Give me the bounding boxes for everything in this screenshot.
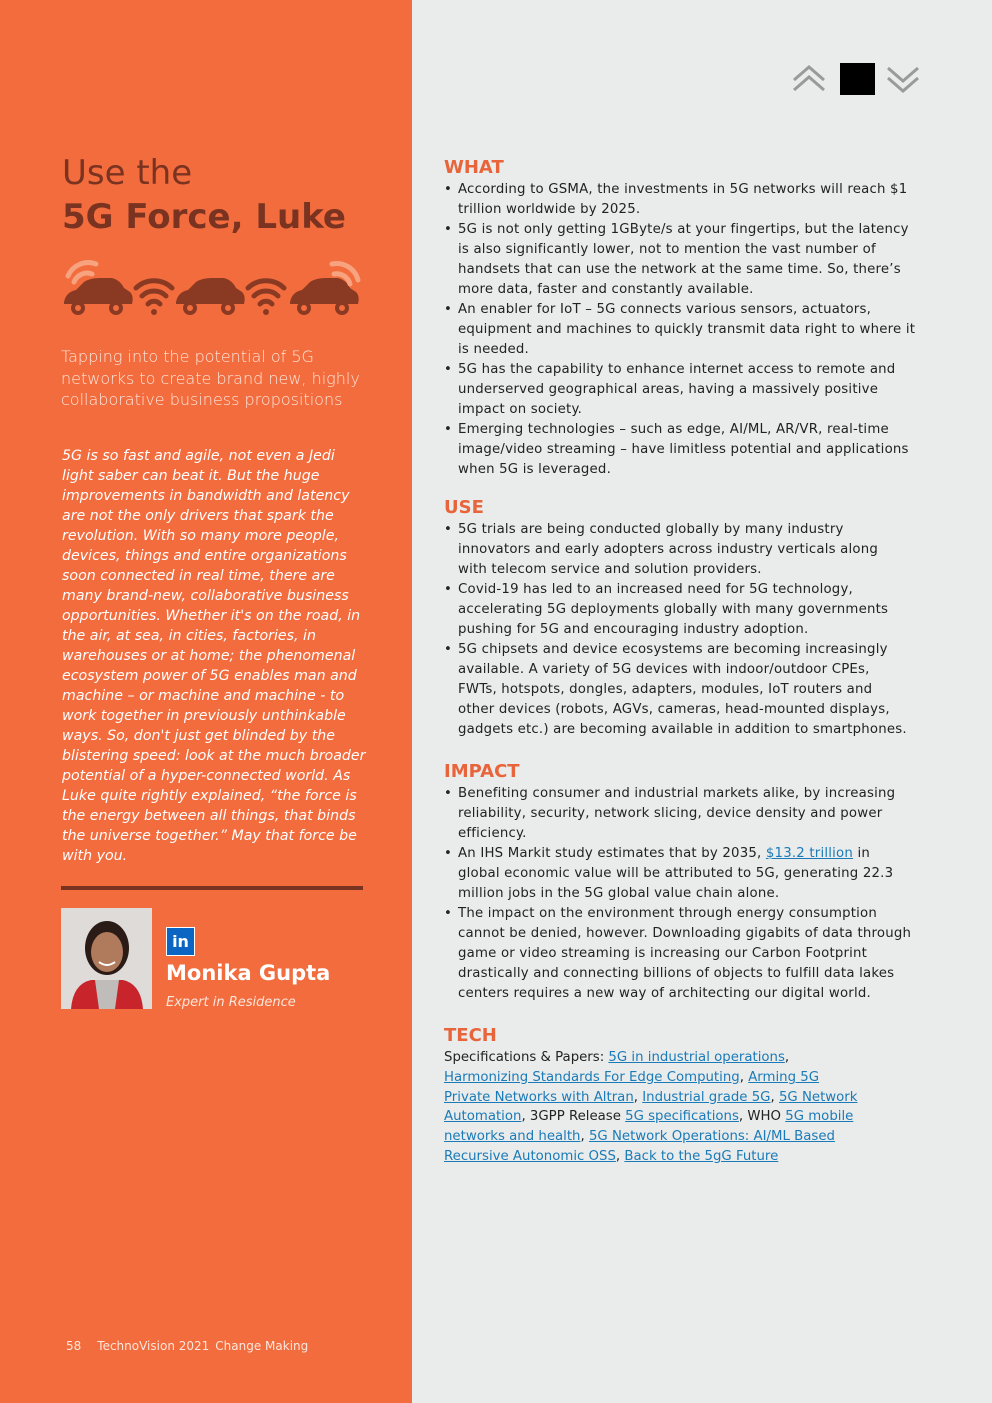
list-item: • An enabler for IoT – 5G connects various sensors, actuators, equipment and machines to quickly transmit data right to where it is needed. <box>444 300 916 360</box>
list-item: • An IHS Markit study estimates that by 2035, $13.2 trillion in global economic value will be attributed to 5G, generating 22.3 million jobs in the 5G global value chain alone. <box>444 844 916 904</box>
linkedin-icon[interactable]: in <box>166 927 195 956</box>
list-item: • 5G has the capability to enhance internet access to remote and underserved geographical areas, having a massively positive impact on society. <box>444 360 916 420</box>
ihs-study-link[interactable]: $13.2 trillion <box>765 846 854 861</box>
cars-wifi-illustration <box>60 256 365 322</box>
link-5g-network-automation[interactable]: 5G Network Automation <box>444 1089 858 1125</box>
divider <box>61 886 363 890</box>
tech-references: Specifications & Papers: 5G in industrial operations, Harmonizing Standards For Edge Computing, Arming 5G Private Networks with Altran, Industrial grade 5G, 5G Network Automation, 3GPP Release 5G specifications, WHO 5G mobile networks and health, 5G Network Operations: AI/ML Based Recursive Autonomic OSS, Back to the 5gG Future <box>444 1050 858 1164</box>
author-name: Monika Gupta <box>166 961 331 985</box>
link-5g-network-operations[interactable]: 5G Network Operations: AI/ML Based Recursive Autonomic OSS <box>444 1129 835 1164</box>
impact-list <box>444 784 916 1004</box>
list-item: • 5G chipsets and device ecosystems are becoming increasingly available. A variety of 5G devices with indoor/outdoor CPEs, FWTs, hotspots, dongles, adapters, modules, IoT routers and other devices (robots, AGVs, cameras, head-mounted displays, gadgets etc.) are becoming available in addition to smartphones. <box>444 640 909 740</box>
link-5g-industrial-operations[interactable]: 5G in industrial operations <box>608 1050 785 1065</box>
link-5g-mobile-health[interactable]: 5G mobile networks and health <box>444 1109 854 1145</box>
link-edge-computing-standards[interactable]: Harmonizing Standards For Edge Computing <box>444 1069 740 1085</box>
list-item: • Benefiting consumer and industrial markets alike, by increasing reliability, security, network slicing, device density and power efficiency. <box>444 784 916 844</box>
car-icon <box>176 278 245 315</box>
use-heading: USE <box>444 497 484 518</box>
list-item: • 5G trials are being conducted globally by many industry innovators and early adopters across industry verticals along with telecom service and solution providers. <box>444 520 909 580</box>
link-back-to-5g-future[interactable]: Back to the 5gG Future <box>624 1148 779 1164</box>
what-heading: WHAT <box>444 157 504 178</box>
publication-name: TechnoVision 2021 <box>97 1339 210 1353</box>
list-item: • 5G is not only getting 1GByte/s at your fingertips, but the latency is also significantly lower, not to mention the vast number of handsets that can use the network at the same time. So, there’s more data, faster and constantly available. <box>444 220 916 300</box>
wifi-icon <box>248 281 284 315</box>
author-role: Expert in Residence <box>166 995 296 1010</box>
list-item: • According to GSMA, the investments in 5G networks will reach $1 trillion worldwide by 2025. <box>444 180 916 220</box>
link-industrial-grade-5g[interactable]: Industrial grade 5G <box>642 1089 771 1105</box>
author-photo <box>61 908 152 1009</box>
page-footer <box>66 1339 324 1353</box>
link-5g-specifications[interactable]: 5G specifications <box>625 1109 739 1125</box>
intro-text: Tapping into the potential of 5G networks to create brand new, highly collaborative business propositions <box>61 347 360 409</box>
impact-heading: IMPACT <box>444 761 520 782</box>
list-item: • Emerging technologies – such as edge, AI/ML, AR/VR, real-time image/video streaming – have limitless potential and applications when 5G is leveraged. <box>444 420 916 480</box>
title-line-1: Use the <box>62 153 193 193</box>
tech-heading: TECH <box>444 1025 497 1046</box>
link-arming-5g-private-networks[interactable]: Arming 5G Private Networks with Altran <box>444 1069 820 1105</box>
what-list <box>444 180 916 480</box>
chevron-up-icon[interactable] <box>794 67 824 90</box>
page-navigation <box>790 60 925 100</box>
list-item: • The impact on the environment through energy consumption cannot be denied, however. Downloading gigabits of data through game or video streaming is increasing our Carbon Footprint drastically and connecting billions of objects to fulfill data lakes centers requires a new way of architecting our digital world. <box>444 904 916 1004</box>
section-name: Change Making <box>215 1339 309 1353</box>
quote-text: 5G is so fast and agile, not even a Jedi light saber can beat it. But the huge improvements in bandwidth and latency are not the only drivers that spark the revolution. With so many more people, devices, things and entire organizations soon connected in real time, there are many brand-new, collaborative business opportunities. Whether it's on the road, in the air, at sea, in cities, factories, in warehouses or at home; the phenomenal ecosystem power of 5G enables man and machine – or machine and machine - to work together in previously unthinkable ways. So, don't just get blinded by the blistering speed: look at the much broader potential of a hyper-connected world. As Luke quite rightly explained, “the force is the energy between all things, that binds the universe together.” May that force be with you. <box>62 448 366 864</box>
use-list <box>444 520 909 740</box>
page-number: 58 <box>66 1339 82 1353</box>
chevron-down-icon[interactable] <box>888 68 918 91</box>
list-item: • Covid-19 has led to an increased need for 5G technology, accelerating 5G deployments globally with many governments pushing for 5G and encouraging industry adoption. <box>444 580 909 640</box>
menu-square-icon[interactable] <box>840 63 875 95</box>
title-line-2: 5G Force, Luke <box>62 197 346 237</box>
wifi-icon <box>136 281 172 315</box>
